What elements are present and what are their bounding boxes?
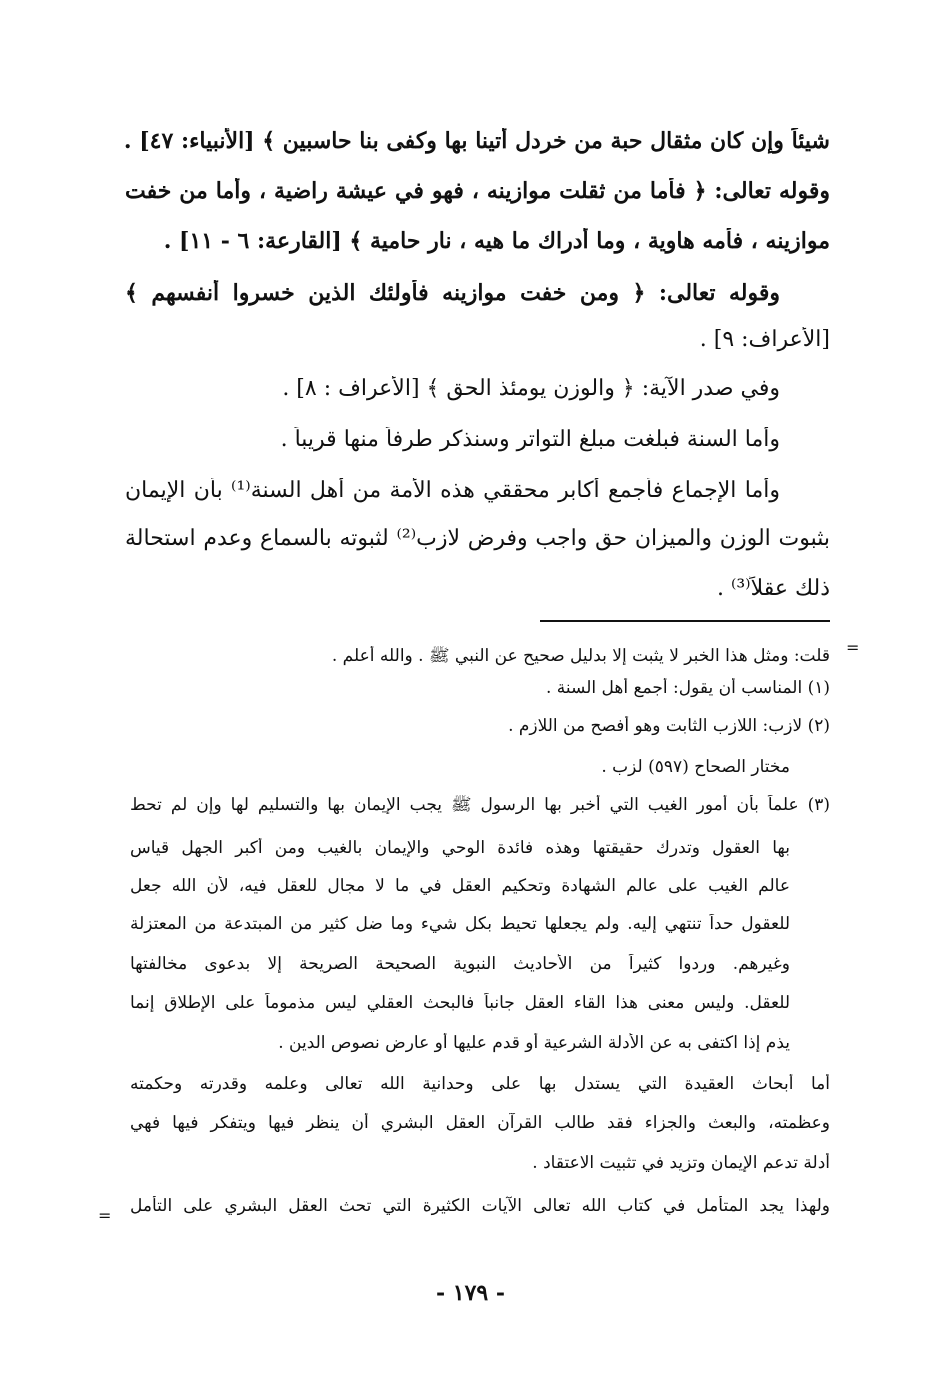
- main-text-line-1: شيئاً وإن كان مثقال حبة من خردل أتينا بها وكفى بنا حاسبين ﴾ [الأنبياء: ٤٧] .: [123, 128, 830, 154]
- footnote-line-2: (١) المناسب أن يقول: أجمع أهل السنة .: [545, 678, 830, 698]
- footnote-line-5: (٣) علماً بأن أمور الغيب التي أخبر بها الرسول ﷺ يجب الإيمان بها والتسليم لها وإن لم تحط: [130, 795, 830, 815]
- footnote-line-6: بها العقول وتدرك حقيقتها وهذه فائدة الوحي والإيمان بالغيب ومن أكبر الجهل قياس: [130, 838, 790, 858]
- footnote-line-3: (٢) لازب: اللازب الثابت وهو أفصح من اللازم .: [508, 716, 830, 736]
- footnote-line-4: مختار الصحاح (٥٩٧) لزب .: [601, 757, 790, 777]
- footnote-line-1: قلت: ومثل هذا الخبر لا يثبت إلا بدليل صحيح عن النبي ﷺ . والله أعلم .: [331, 646, 830, 666]
- main-text-line-10: ذلك عقلاً⁽³⁾ .: [716, 576, 830, 601]
- footnote-line-13: وعظمته، والبعث والجزاء فقد طالب القرآن العقل البشري أن ينظر فيها ويتفكر فيها فهي: [130, 1113, 830, 1133]
- continuation-mark-top: =: [846, 638, 860, 657]
- footnote-line-14: أدلة تدعم الإيمان وتزيد في تثبيت الاعتقاد .: [532, 1153, 830, 1173]
- footnote-line-9: وغيرهم. وردوا كثيراً من الأحاديث النبوية الصحيحة الصريحة إلا بدعوى مخالفتها: [130, 954, 790, 974]
- main-text-line-3: موازينه ، فأمه هاوية ، وما أدراك ما هيه ، نار حامية ﴾ [القارعة: ٦ - ١١] .: [163, 228, 830, 254]
- footnote-line-7: عالم الغيب على عالم الشهادة وتحكيم العقل في ما لا مجال للعقل فيه، لأن الله جعل: [130, 876, 790, 896]
- footnote-line-15: ولهذا يجد المتأمل في كتاب الله تعالى الآيات الكثيرة التي تحث العقل البشري على التأمل: [130, 1196, 830, 1216]
- footnote-line-10: للعقل. وليس معنى هذا القاء العقل جانباً فالبحث العقلي ليس مذموماً على الإطلاق إنما: [130, 993, 790, 1013]
- footnote-line-12: أما أبحاث العقيدة التي يستدل بها على وحدانية الله تعالى وعلمه وقدرته وحكمته: [130, 1074, 830, 1094]
- main-text-line-7: وأما السنة فبلغت مبلغ التواتر وسنذكر طرفاً منها قريباً .: [280, 427, 780, 452]
- main-text-line-2: وقوله تعالى: ﴿ فأما من ثقلت موازينه ، فهو في عيشة راضية ، وأما من خفت: [125, 178, 830, 204]
- footnote-line-8: للعقول حداً تنتهي إليه. ولم يجعلها تحيط بكل شيء وما ضل كثير من المبتدعة من المعتزلة: [130, 914, 790, 934]
- main-text-line-4: وقوله تعالى: ﴿ ومن خفت موازينه فأولئك الذين خسروا أنفسهم ﴾: [125, 280, 780, 306]
- footnote-separator: [540, 620, 830, 622]
- continuation-mark-bottom: =: [98, 1206, 112, 1225]
- footnote-line-11: يذم إذا اكتفى به عن الأدلة الشرعية أو قدم عليها أو عارض نصوص الدين .: [278, 1033, 790, 1053]
- page-number: - ١٧٩ -: [435, 1280, 506, 1306]
- main-text-line-5: [الأعراف: ٩] .: [699, 327, 830, 352]
- main-text-line-9: بثبوت الوزن والميزان حق واجب وفرض لازب⁽²⁾ لثبوته بالسماع وعدم استحالة: [125, 526, 830, 551]
- main-text-line-8: وأما الإجماع فأجمع أكابر محققي هذه الأمة من أهل السنة⁽¹⁾ بأن الإيمان: [125, 478, 780, 503]
- main-text-line-6: وفي صدر الآية: ﴿ والوزن يومئذ الحق ﴾ [الأعراف : ٨] .: [282, 376, 780, 401]
